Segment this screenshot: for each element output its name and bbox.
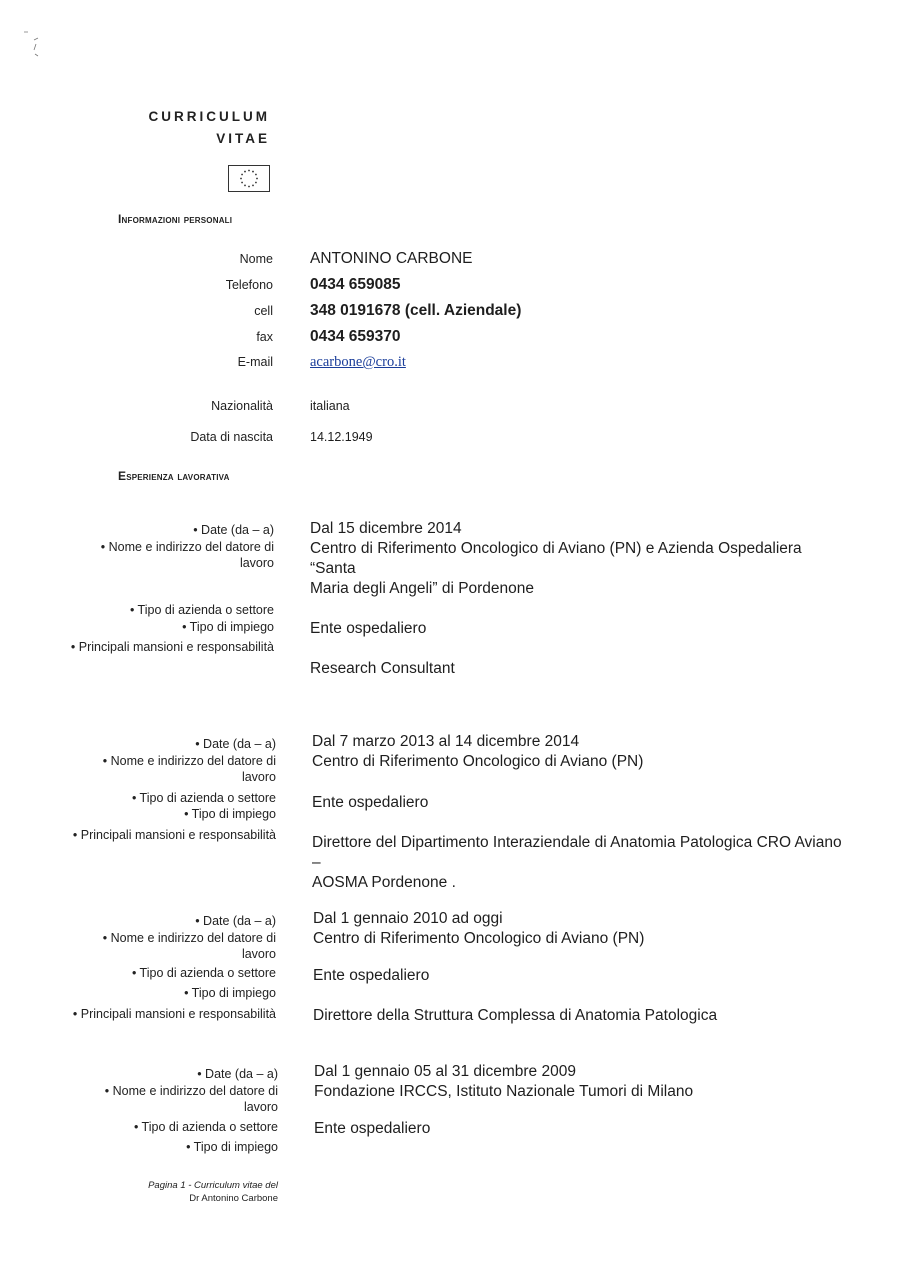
entry-dates: Dal 1 gennaio 2010 ad oggi <box>313 910 503 927</box>
value-birthdate: 14.12.1949 <box>310 430 373 444</box>
entry-sector: Ente ospedaliero <box>312 794 429 811</box>
entry-dates: Dal 15 dicembre 2014 <box>310 520 462 537</box>
section-heading-personal: Informazioni personali <box>118 212 233 226</box>
entry-dates: Dal 7 marzo 2013 al 14 dicembre 2014 <box>312 733 580 750</box>
footer-line1: Pagina 1 - Curriculum vitae del <box>148 1180 278 1191</box>
entry-duties: Direttore della Struttura Complessa di Anatomia Patologica <box>313 1007 718 1024</box>
entry-employer-cont: Maria degli Angeli” di Pordenone <box>310 580 535 597</box>
label-sector: • Tipo di azienda o settore <box>131 965 276 980</box>
eu-star <box>256 178 258 180</box>
label-dates: • Date (da – a) <box>197 1067 278 1081</box>
entry-employer: Centro di Riferimento Oncologico di Aviano (PN) <box>313 930 645 947</box>
entry-3-values <box>313 909 853 1026</box>
label-birthdate: Data di nascita <box>190 430 273 444</box>
entry-sector: Ente ospedaliero <box>313 967 430 984</box>
label-employment: • Tipo di impiego <box>186 1140 278 1154</box>
label-cell: cell <box>254 304 273 318</box>
value-phone: 0434 659085 <box>310 276 401 293</box>
label-sector: • Tipo di azienda o settore <box>129 603 274 617</box>
entry-1-labels-b <box>34 602 274 656</box>
label-dates: • Date (da – a) <box>193 523 274 537</box>
label-employer: • Nome e indirizzo del datore di <box>102 930 276 945</box>
label-duties: • Principali mansioni e responsabilità <box>72 1006 276 1021</box>
eu-star <box>252 185 254 187</box>
value-name: ANTONINO CARBONE <box>310 250 473 267</box>
eu-star <box>255 174 257 176</box>
label-duties: • Principali mansioni e responsabilità <box>70 640 274 654</box>
label-employer-cont: lavoro <box>243 1100 278 1114</box>
label-duties: • Principali mansioni e responsabilità <box>72 827 276 842</box>
entry-2-values <box>312 732 852 893</box>
entry-duties: Direttore del Dipartimento Interaziendale di Anatomia Patologica CRO Aviano – <box>312 834 842 871</box>
eu-star <box>244 171 246 173</box>
eu-star <box>248 170 250 172</box>
entry-1-labels <box>34 522 274 572</box>
label-employer-cont: lavoro <box>241 770 276 784</box>
footer-line2: Dr Antonino Carbone <box>189 1192 278 1204</box>
label-employer-cont: lavoro <box>239 556 274 570</box>
label-dates: • Date (da – a) <box>195 737 276 751</box>
eu-star <box>248 186 250 188</box>
label-fax: fax <box>256 330 273 344</box>
eu-star <box>240 178 242 180</box>
entry-employer: Fondazione IRCCS, Istituto Nazionale Tumori di Milano <box>314 1083 694 1100</box>
section-heading-experience: Esperienza lavorativa <box>118 469 230 483</box>
value-cell: 348 0191678 (cell. Aziendale) <box>310 302 522 319</box>
label-dates: • Date (da – a) <box>195 914 276 928</box>
email-link[interactable]: acarbone@cro.it <box>310 354 406 370</box>
label-sector: • Tipo di azienda o settore <box>133 1119 278 1134</box>
label-employment: • Tipo di impiego <box>182 619 274 634</box>
eu-star <box>255 182 257 184</box>
page-footer <box>78 1180 278 1205</box>
label-employer-cont: lavoro <box>241 947 276 961</box>
label-employer: • Nome e indirizzo del datore di <box>102 753 276 768</box>
cv-title-line1: CURRICULUM <box>148 109 270 124</box>
label-employment: • Tipo di impiego <box>184 807 276 821</box>
label-sector: • Tipo di azienda o settore <box>131 790 276 805</box>
entry-sector: Ente ospedaliero <box>310 620 427 637</box>
eu-star <box>244 185 246 187</box>
entry-employer: Centro di Riferimento Oncologico di Aviano (PN) e Azienda Ospedaliera “Santa <box>310 540 802 577</box>
eu-star <box>252 171 254 173</box>
entry-3-labels <box>36 913 276 1022</box>
entry-employer: Centro di Riferimento Oncologico di Aviano (PN) <box>312 753 644 770</box>
label-employer: • Nome e indirizzo del datore di <box>104 1083 278 1098</box>
label-nationality: Nazionalità <box>211 399 273 413</box>
value-fax: 0434 659370 <box>310 328 401 345</box>
label-email: E-mail <box>237 355 273 369</box>
entry-2-labels <box>36 736 276 843</box>
entry-4-labels <box>38 1066 278 1156</box>
label-employer: • Nome e indirizzo del datore di <box>100 539 274 554</box>
value-nationality: italiana <box>310 399 350 413</box>
label-name: Nome <box>239 252 273 266</box>
entry-4-values <box>314 1062 854 1139</box>
cv-title-line2: VITAE <box>216 131 270 146</box>
eu-star <box>241 182 243 184</box>
entry-duties: Research Consultant <box>310 660 455 677</box>
entry-sector: Ente ospedaliero <box>314 1120 431 1137</box>
eu-star <box>241 174 243 176</box>
label-phone: Telefono <box>225 278 273 292</box>
scan-artifact <box>22 30 50 62</box>
entry-duties-cont: AOSMA Pordenone . <box>312 874 456 891</box>
label-employment: • Tipo di impiego <box>184 986 276 1000</box>
eu-flag-icon <box>228 165 270 192</box>
entry-1-values <box>310 519 850 679</box>
entry-dates: Dal 1 gennaio 05 al 31 dicembre 2009 <box>314 1063 576 1080</box>
